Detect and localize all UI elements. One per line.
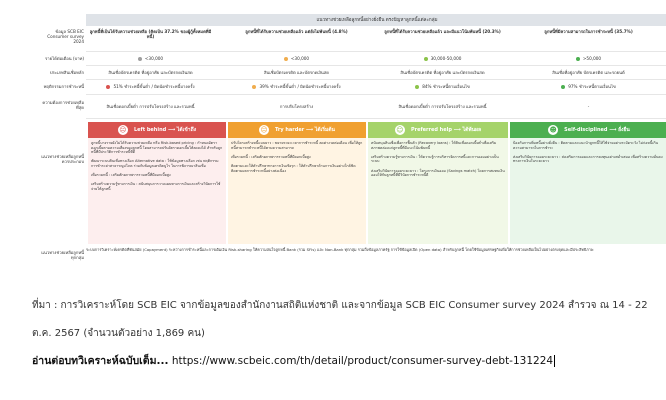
need-cell-4: - (587, 104, 590, 109)
income-cell-1: <30,000 (88, 56, 213, 61)
behavior-cell-3: 84% ชำระหนี้ตามเงื่อนไข (380, 84, 505, 89)
text-cursor (554, 355, 555, 367)
loan-type-cell-2: สินเชื่อบัตรเครดิต และบัตรกดเงินสด (263, 70, 330, 75)
behavior-cell-2: 39% ชำระหนี้ขั้นต่ำ / ผิดนัดชำระหนี้บางครั้ง (234, 84, 359, 89)
sad-face-icon: ☹ (119, 126, 127, 134)
need-cell-1: สินเชื่อดอกเบี้ยต่ำ การปรับโครงสร้าง และรวมหนี้ (106, 104, 195, 109)
loan-type-cell-1: สินเชื่อบัตรเครดิต ที่อยู่อาศัย และบัตรกดเงินสด (108, 70, 193, 75)
row-label-guidance: แนวทางช่วยเหลือลูกหนี้ควรประกอบ (41, 154, 84, 164)
row-label-income: รายได้ต่อเดือน (บาท) (44, 56, 84, 61)
read-more-link[interactable]: https://www.scbeic.com/th/detail/product/consumer-survey-debt-131224 (171, 355, 554, 367)
behavior-cell-4: 97% ชำระหนี้ตามเงื่อนไข (526, 84, 651, 89)
need-cell-2: การปรับโครงสร้าง (279, 104, 314, 109)
read-more-label: อ่านต่อบทวิเคราะห์ฉบับเต็ม... (32, 355, 169, 367)
segment-header-4: ☻ Self-disciplined ⟶ ยั่งยืน (510, 122, 666, 138)
column-header-1: ลูกหนี้ที่เป็นได้รับความช่วยเหลือ (คิดเป็น 37.2% ของผู้กู้ทั้งหมดที่มีหนี้) (89, 29, 212, 39)
income-cell-4: >50,000 (526, 56, 651, 61)
table-header: แนวทางช่วยเหลือลูกหนี้อย่างยั่งยืน ตรงปัญหาลูกหนี้แต่ละกลุ่ม (86, 14, 666, 26)
column-header-4: ลูกหนี้ที่มีความสามารถในการชำระหนี้ (35.7%) (544, 29, 633, 34)
happy-face-icon: ☻ (549, 126, 557, 134)
row-label-loan-type: ประเภทสินเชื่อหลัก (49, 70, 84, 75)
all-groups-text: ระบบการวิเคราะห์เครดิตที่ทันสมัย (Copayment) ระหว่างการชำระหนี้และการเติมเงิน Risk-sharing ให้ความสนใจลูกหนี้ Bank (รวม SFIs) และ Non-Bank ทุกกลุ่ม รวมถึงข้อมูลภาครัฐ การใช้ข้อมูลเปิด (Open data) สำหรับลูกหนี้ โดยใช้ข้อมูลเศรษฐกิจเพื่อให้การช่วยเหลือเป็นไปอย่างตรงจุดและมีประสิทธิภาพ (86, 247, 594, 252)
corner-label: ข้อมูล SCB EIC Consumer survey 2024 (47, 29, 84, 44)
segment-header-3: ☺ Preferred help ⟶ ได้พ้นผล (368, 122, 508, 138)
row-label-all: แนวทางช่วยเหลือลูกหนี้ทุกกลุ่ม (41, 250, 84, 260)
behavior-cell-1: 51% ชำระหนี้ขั้นต่ำ / ผิดนัดชำระหนี้บางครั้ง (88, 84, 213, 89)
segment-header-1: ☹ Left behind ⟶ ได้เข้าถึง (88, 122, 226, 138)
read-more (32, 352, 662, 369)
segment-header-2: 😐 Try harder ⟶ ได้เริ่มต้น (228, 122, 366, 138)
column-header-2: ลูกหนี้ที่ได้รับความช่วยเหลือแล้ว แต่ยังไม่พ้นหนี้ (4.8%) (245, 29, 348, 34)
income-cell-2: <30,000 (234, 56, 359, 61)
need-cell-3: สินเชื่อดอกเบี้ยต่ำ การปรับโครงสร้าง และรวมหนี้ (398, 104, 487, 109)
loan-type-cell-4: สินเชื่อที่อยู่อาศัย บัตรเครดิต และรถยนต์ (552, 70, 625, 75)
segment-body-3: สนับสนุนสินเชื่อเพื่อการฟื้นตัว (Recovery loans) : ให้สินเชื่อดอกเบี้ยต่ำเพื่อเสริมสภาพคล่องแก่ลูกหนี้ที่มีแนวโน้มพ้นหนี้ เสริมสร้างความรู้ทางการเงิน : ให้ความรู้การบริหารจัดการหนี้และการออมอย่างเป็นระบบ ส่งเสริมวินัยการออมระยะยาว : โครงการเงินออม (Savings match) โดยการสมทบเงินออมให้กับลูกหนี้ที่มีวินัยการชำระหนี้ดี (368, 138, 508, 244)
segment-body-2: ปรับโครงสร้างหนี้แบบยาว : ขยายระยะเวลาการชำระหนี้ ลดค่างวดต่อเดือน เพื่อให้ลูกหนี้สามารถชำระหนี้ได้ตามความสามารถ เพื่อรวมหนี้ : เสริมศักยภาพการรวมหนี้ที่มีดอกเบี้ยสูง ติดตามและให้คำปรึกษาทางการเงินเชิงรุก : ให้คำปรึกษาด้านการเงินอย่างใกล้ชิด ติดตามผลการชำระหนี้อย่างต่อเนื่อง (228, 138, 366, 244)
column-header-3: ลูกหนี้ที่ได้รับความช่วยเหลือแล้ว และมีแนวโน้มพ้นหนี้ (20.3%) (384, 29, 501, 34)
neutral-face-icon: 😐 (260, 126, 268, 134)
row-label-need: ความต้องการช่วยเหลือที่สุด (42, 100, 84, 110)
infographic-panel (40, 14, 666, 272)
loan-type-cell-3: สินเชื่อบัตรเครดิต ที่อยู่อาศัย และบัตรกดเงินสด (400, 70, 485, 75)
source-note: ที่มา : การวิเคราะห์โดย SCB EIC จากข้อมูลของสำนักงานสถิติแห่งชาติ และจากข้อมูล SCB EIC Consumer survey 2024 สำรวจ ณ 14 - 22 ต.ค. 2567 (จำนวนตัวอย่าง 1,869 คน) (32, 300, 648, 339)
segment-body-4: ป้องกันการเพิ่มหนี้อย่างยั่งยืน : ติดตามและแนะนำลูกหนี้ให้ใช้จ่ายอย่างระมัดระวัง ไม่ก่อหนี้เกินความสามารถในการชำระ ส่งเสริมวินัยการออมระยะยาว : ส่งเสริมการออมและการลงทุนอย่างสม่ำเสมอ เพื่อสร้างความมั่นคงทางการเงินในระยะยาว (510, 138, 666, 244)
income-cell-3: 30,000-50,000 (380, 56, 505, 61)
row-label-behavior: พฤติกรรมการชำระหนี้ (43, 84, 84, 89)
segment-body-1: ลูกหนี้บางรายยังไม่ได้รับความช่วยเหลือ หรือ Risk-based pricing : กำหนดอัตราดอกเบี้ยตามความเสี่ยงของลูกหนี้ โดยสามารถปรับอัตราดอกเบี้ยให้ลดลงได้ สำหรับลูกหนี้ที่มีประวัติการชำระหนี้ที่ดี พัฒนาระบบสินเชื่อทางเลือก Alternative data : ใช้ข้อมูลทางเลือก เช่น พฤติกรรมการชำระค่าสาธารณูปโภค ร่วมกับข้อมูลเครดิตบูโร ในการพิจารณาสินเชื่อ เพื่อรวมหนี้ : เสริมศักยภาพการรวมหนี้ที่มีดอกเบี้ยสูง เสริมสร้างความรู้ทางการเงิน : สนับสนุนการวางแผนทางการเงินและสร้างวินัยการใช้จ่ายให้ลูกหนี้ (88, 138, 226, 244)
smile-face-icon: ☺ (396, 126, 404, 134)
